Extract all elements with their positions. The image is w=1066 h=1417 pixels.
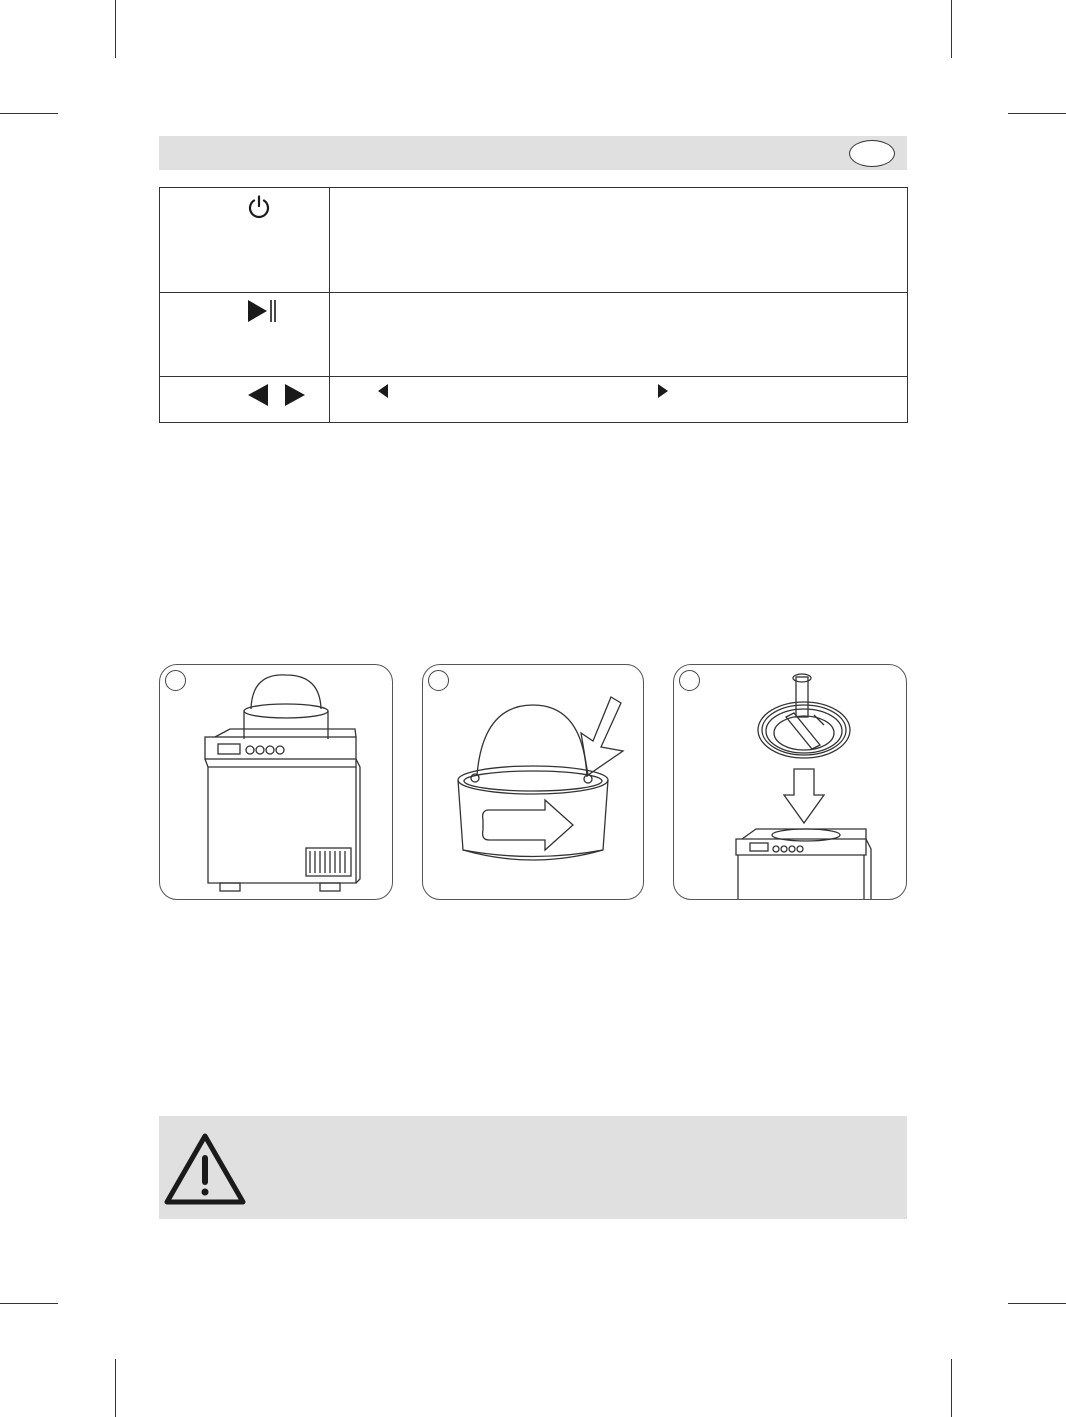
crop-mark-left-top xyxy=(0,113,58,114)
crop-mark-top-left xyxy=(115,0,116,58)
figure-panel-2 xyxy=(422,664,644,900)
arrow-left-icon xyxy=(246,382,270,408)
crop-mark-left-bottom xyxy=(0,1303,58,1304)
table-row xyxy=(160,293,908,377)
figure-panel-3 xyxy=(673,664,907,900)
language-badge xyxy=(849,140,895,167)
crop-mark-bottom-left xyxy=(115,1359,116,1417)
crop-mark-top-right xyxy=(951,0,952,58)
table-row xyxy=(160,377,908,423)
figure-panel-1 xyxy=(159,664,393,900)
control-description xyxy=(330,188,908,293)
section-header-bar xyxy=(159,136,907,170)
ice-cream-maker-illustration xyxy=(160,665,393,900)
bowl-rotate-illustration xyxy=(423,665,644,900)
warning-box xyxy=(159,1116,907,1219)
arrow-right-small-icon xyxy=(656,383,670,399)
crop-mark-right-top xyxy=(1008,113,1066,114)
warning-triangle-icon xyxy=(163,1130,247,1206)
control-icon-cell xyxy=(160,188,330,293)
control-icon-cell xyxy=(160,293,330,377)
crop-mark-bottom-right xyxy=(951,1359,952,1417)
control-description xyxy=(330,377,908,423)
lid-paddle-illustration xyxy=(674,665,907,900)
arrow-right-icon xyxy=(283,382,307,408)
controls-table xyxy=(159,187,908,423)
arrow-left-small-icon xyxy=(376,383,390,399)
play-pause-icon xyxy=(246,298,280,324)
control-icon-cell xyxy=(160,377,330,423)
crop-mark-right-bottom xyxy=(1008,1303,1066,1304)
power-icon xyxy=(246,194,272,220)
table-row xyxy=(160,188,908,293)
control-description xyxy=(330,293,908,377)
